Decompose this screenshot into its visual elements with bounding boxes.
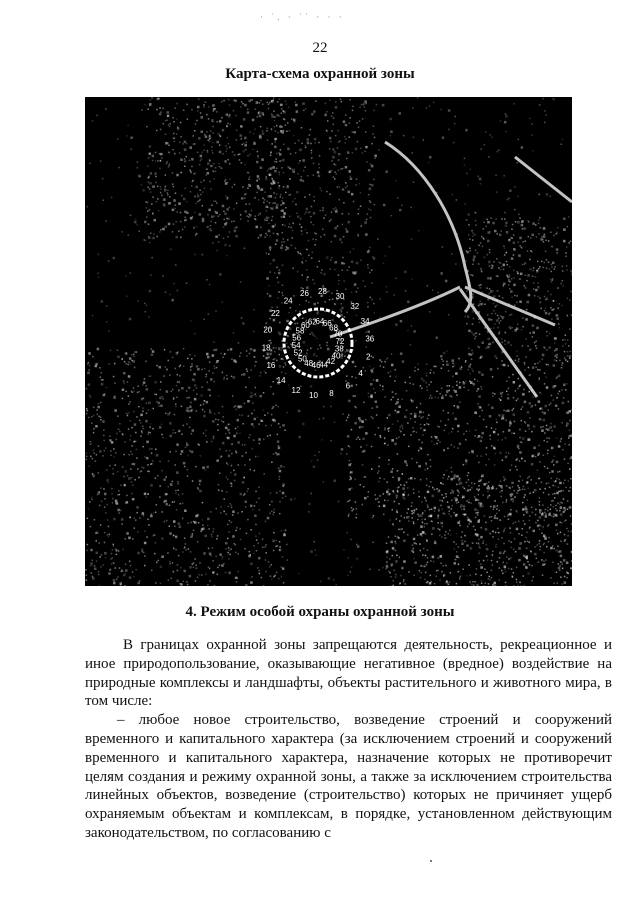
paragraph-list-item: – любое новое строительство, возведение строений и сооружений временного и капитального характера (за исключением строений и сооружений временного и капитального характера, назначение которых не противоречит целям создания и режиму охранной зоны, а также за исключением строительства линейных объектов, возведение (строительство) которых не причиняет ущерб охраняемым объектам и комплексам, в порядке, установленном действующим законодательством, по согласованию с xyxy=(85,712,612,841)
boundary-point-label: 58 xyxy=(295,326,305,336)
boundary-point-label: 44 xyxy=(319,360,329,370)
boundary-point-label: 46 xyxy=(311,360,321,370)
boundary-point-label: 22 xyxy=(270,309,280,319)
boundary-point-label: 72 xyxy=(335,337,345,347)
boundary-point-label: 6 xyxy=(345,381,351,391)
boundary-point-label: 10 xyxy=(309,390,318,400)
boundary-point-label: 30 xyxy=(335,291,345,301)
boundary-point-label: 68 xyxy=(329,323,339,333)
boundary-point-label: 56 xyxy=(292,333,302,343)
boundary-point-label: 32 xyxy=(350,302,360,312)
boundary-point-label: 26 xyxy=(300,288,309,298)
boundary-point-label: 40 xyxy=(331,351,341,361)
boundary-point-label: 48 xyxy=(304,358,314,368)
boundary-point-label: 38 xyxy=(334,344,344,354)
boundary-point-label: 70 xyxy=(333,329,343,339)
body-text xyxy=(85,636,612,843)
boundary-point-label: 62 xyxy=(307,317,317,327)
boundary-point-label: 14 xyxy=(276,375,286,385)
boundary-point-label: 18 xyxy=(261,343,271,353)
boundary-point-label: 12 xyxy=(291,386,301,396)
boundary-point-label: 8 xyxy=(329,389,334,399)
paragraph-intro: В границах охранной зоны запрещаются деятельность, рекреационное и иное природопользование, оказывающие негативное (вредное) воздействие на природные комплексы и ландшафты, объекты растительного и животного мира, в том числе: xyxy=(85,637,612,710)
protected-zone-map xyxy=(85,97,572,586)
boundary-point-label: 52 xyxy=(293,348,303,358)
boundary-point-label: 50 xyxy=(297,354,307,364)
boundary-point-label: 34 xyxy=(360,317,370,326)
boundary-point-label: 54 xyxy=(291,340,301,350)
boundary-point-label: 20 xyxy=(263,325,273,335)
satellite-image xyxy=(85,97,572,586)
boundary-point-label: 2 xyxy=(365,352,371,362)
boundary-point-label: 64 xyxy=(315,317,325,327)
boundary-point-label: 28 xyxy=(318,287,327,297)
boundary-point-label: 42 xyxy=(326,357,336,366)
boundary-point-label: 16 xyxy=(266,361,276,370)
scan-artifact-dot xyxy=(430,860,432,862)
boundary-point-label: 60 xyxy=(300,321,310,330)
boundary-point-label: 4 xyxy=(358,368,363,378)
map-title: Карта-схема охранной зоны xyxy=(225,66,415,82)
page-number: 22 xyxy=(312,40,328,56)
section-title: 4. Режим особой охраны охранной зоны xyxy=(185,604,455,620)
boundary-point-label: 66 xyxy=(322,319,332,329)
boundary-point-label: 36 xyxy=(365,334,375,344)
boundary-point-label: 24 xyxy=(283,296,293,306)
scan-artifact: · ˙. · ˙˙ · · · xyxy=(260,12,345,22)
